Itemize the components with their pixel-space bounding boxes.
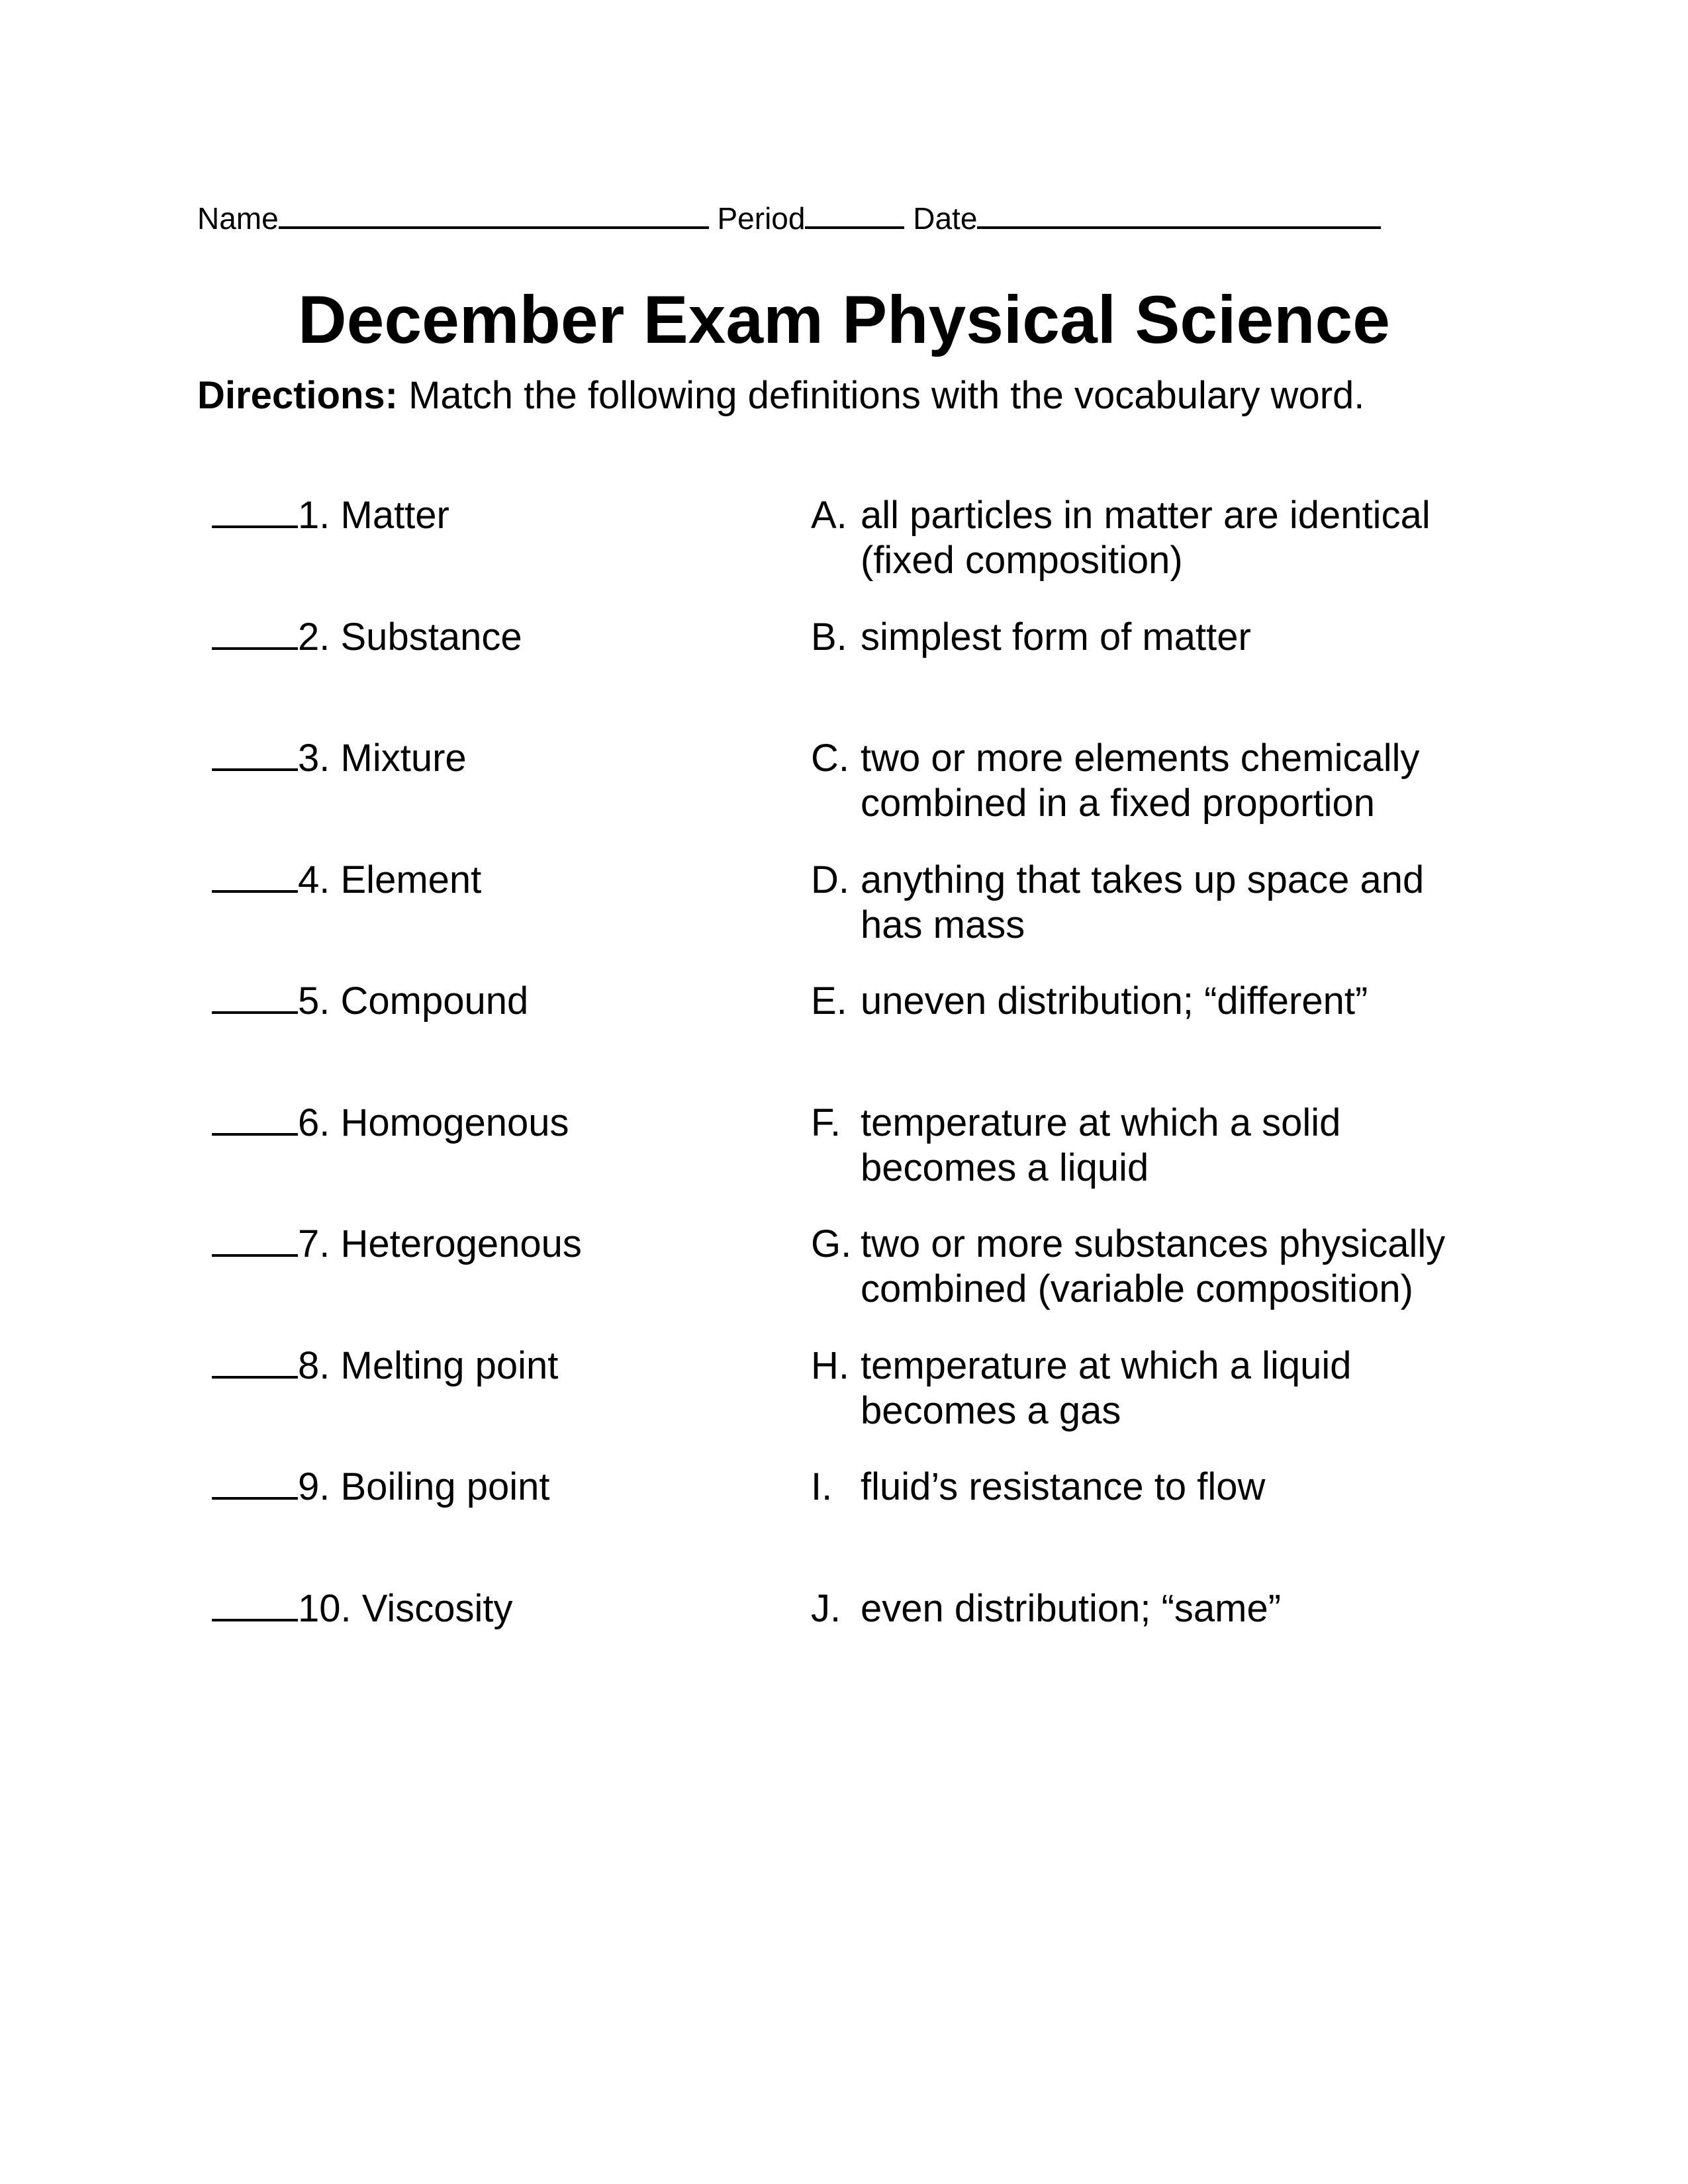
definition-line: becomes a gas xyxy=(861,1389,1121,1432)
definition-letter: D. xyxy=(811,858,849,901)
term-word: Element xyxy=(340,858,482,901)
definition-text xyxy=(861,858,1489,948)
term-word: Heterogenous xyxy=(340,1222,582,1265)
definition-line: temperature at which a liquid xyxy=(861,1344,1352,1387)
term-word: Boiling point xyxy=(340,1465,550,1508)
period-label: Period xyxy=(717,201,806,236)
definition-letter: B. xyxy=(811,615,847,659)
definition-text xyxy=(861,1586,1489,1631)
definition-text xyxy=(861,979,1489,1024)
answer-blank[interactable] xyxy=(212,737,298,771)
answer-blank[interactable] xyxy=(212,1101,298,1136)
term-item xyxy=(212,1343,558,1388)
page-title: December Exam Physical Science xyxy=(298,282,1390,357)
definition-line: has mass xyxy=(861,903,1025,946)
term-number: 6. xyxy=(298,1101,330,1144)
answer-blank[interactable] xyxy=(212,1587,298,1621)
term-word: Melting point xyxy=(340,1344,559,1387)
definition-line: all particles in matter are identical xyxy=(861,494,1430,537)
term-number: 4. xyxy=(298,858,330,901)
term-number: 2. xyxy=(298,615,330,659)
term-item xyxy=(212,736,467,781)
term-item xyxy=(212,1222,582,1267)
definition-line: (fixed composition) xyxy=(861,539,1183,582)
term-item xyxy=(212,493,449,538)
definition-letter: G. xyxy=(811,1222,852,1265)
term-item xyxy=(212,1101,569,1146)
term-item xyxy=(212,979,528,1024)
directions-text: Match the following definitions with the vocabulary word. xyxy=(408,374,1365,417)
definition-letter: H. xyxy=(811,1344,849,1387)
date-label: Date xyxy=(913,201,978,236)
definition-letter: C. xyxy=(811,737,849,780)
definition-line: two or more elements chemically xyxy=(861,737,1420,780)
answer-blank[interactable] xyxy=(212,1465,298,1500)
term-number: 1. xyxy=(298,494,330,537)
definition-line: becomes a liquid xyxy=(861,1146,1149,1189)
definition-line: temperature at which a solid xyxy=(861,1101,1341,1144)
term-number: 9. xyxy=(298,1465,330,1508)
definition-line: combined (variable composition) xyxy=(861,1267,1413,1310)
answer-blank[interactable] xyxy=(212,494,298,528)
definition-text xyxy=(861,1343,1489,1433)
term-number: 7. xyxy=(298,1222,330,1265)
term-number: 3. xyxy=(298,737,330,780)
name-label: Name xyxy=(197,201,279,236)
definition-line: combined in a fixed proportion xyxy=(861,782,1376,825)
answer-blank[interactable] xyxy=(212,615,298,650)
definition-line: anything that takes up space and xyxy=(861,858,1425,901)
term-number: 5. xyxy=(298,979,330,1023)
term-word: Homogenous xyxy=(340,1101,569,1144)
definition-text xyxy=(861,615,1489,660)
definition-text xyxy=(861,1101,1489,1191)
term-item xyxy=(212,1465,550,1510)
definition-text xyxy=(861,736,1489,826)
definition-text xyxy=(861,1222,1489,1312)
answer-blank[interactable] xyxy=(212,1222,298,1257)
term-word: Matter xyxy=(340,494,449,537)
definition-line: simplest form of matter xyxy=(861,615,1251,659)
answer-blank[interactable] xyxy=(212,1344,298,1379)
answer-blank[interactable] xyxy=(212,979,298,1014)
definition-text xyxy=(861,493,1489,583)
definition-letter: A. xyxy=(811,494,847,537)
definition-line: uneven distribution; “different” xyxy=(861,979,1368,1023)
answer-blank[interactable] xyxy=(212,858,298,893)
definition-letter: J. xyxy=(811,1587,841,1630)
definition-line: two or more substances physically xyxy=(861,1222,1446,1265)
term-word: Mixture xyxy=(340,737,467,780)
term-number: 8. xyxy=(298,1344,330,1387)
definition-line: fluid’s resistance to flow xyxy=(861,1465,1266,1508)
term-item xyxy=(212,615,522,660)
definition-letter: F. xyxy=(811,1101,841,1144)
directions-label: Directions: xyxy=(197,374,398,417)
definition-letter: I. xyxy=(811,1465,833,1508)
definition-letter: E. xyxy=(811,979,847,1023)
term-word: Viscosity xyxy=(361,1587,513,1630)
definition-line: even distribution; “same” xyxy=(861,1587,1282,1630)
term-word: Substance xyxy=(340,615,522,659)
term-item xyxy=(212,1586,513,1631)
term-number: 10. xyxy=(298,1587,352,1630)
term-item xyxy=(212,858,481,903)
definition-text xyxy=(861,1465,1489,1510)
term-word: Compound xyxy=(340,979,529,1023)
